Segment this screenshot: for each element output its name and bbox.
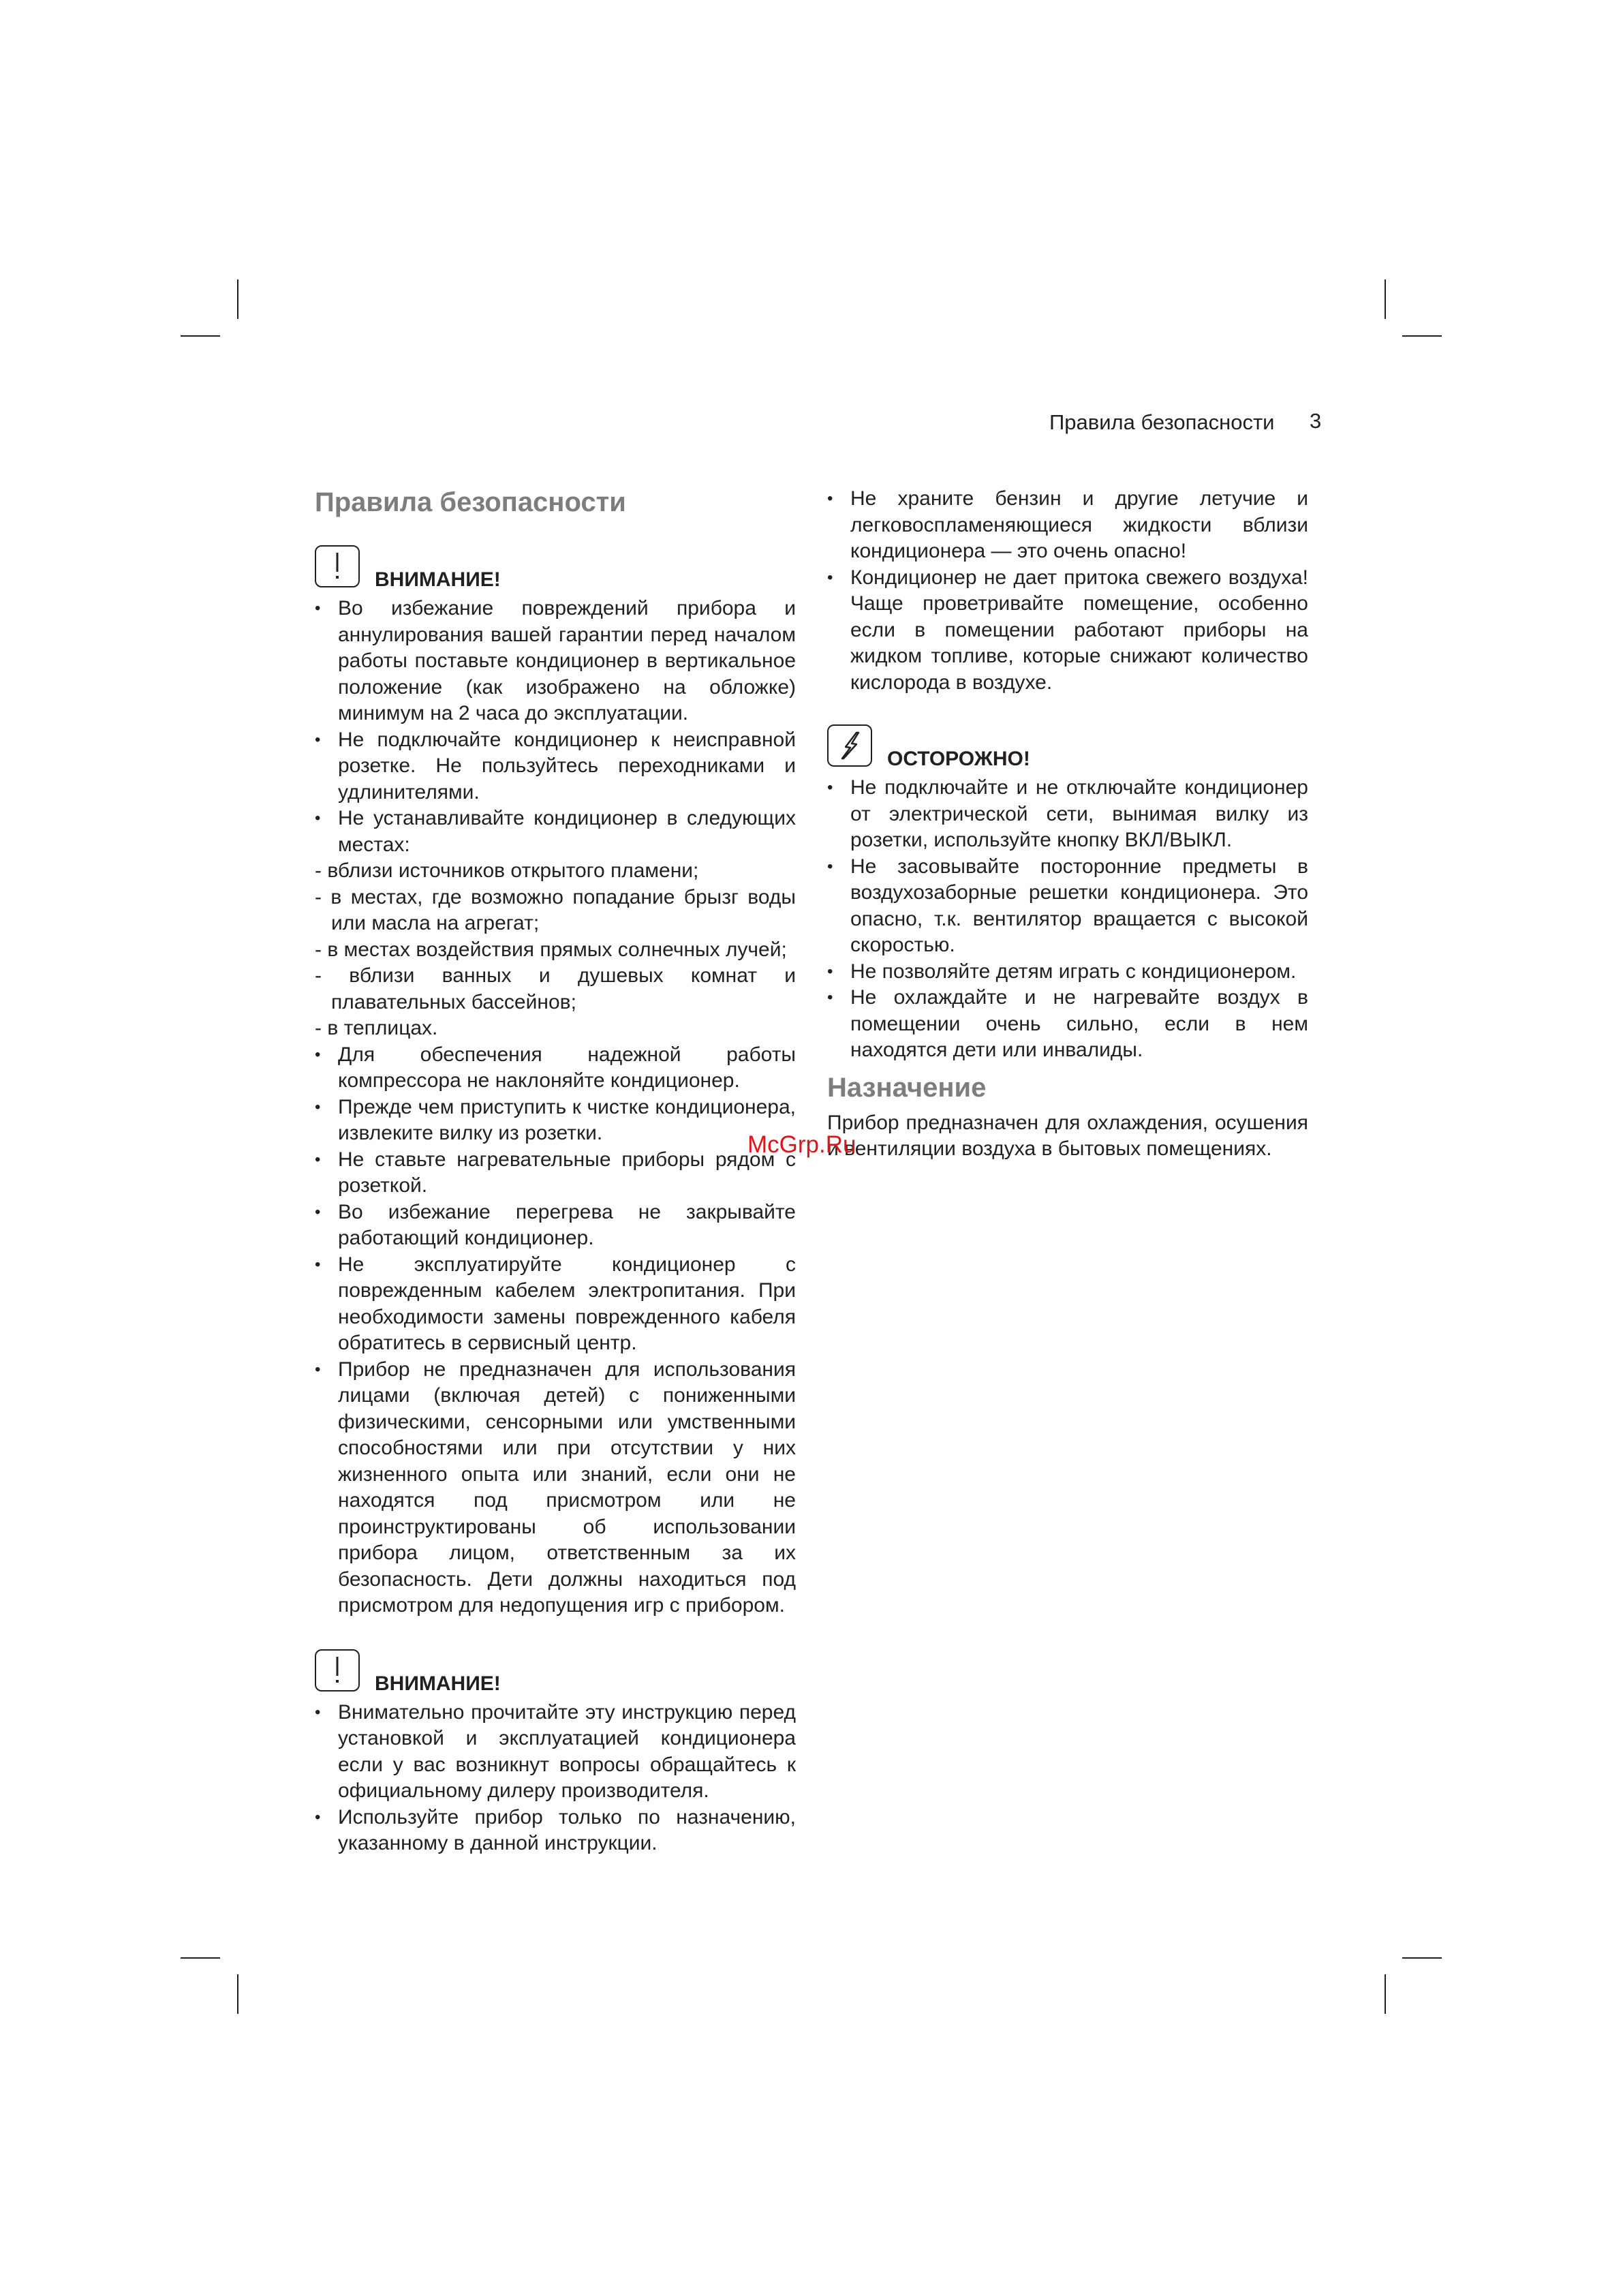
watermark: McGrp.Ru — [747, 1131, 856, 1158]
safety-list — [827, 486, 1308, 696]
warning-notice — [315, 545, 796, 591]
list-item: • Во избежание повреждений прибора и аннулирования вашей гарантии перед началом работы поставьте кондиционер в вертикальное положение (как изображено на обложке) минимум на 2 часа до эксплуатации. — [315, 596, 796, 727]
warning-list — [315, 596, 796, 1619]
section-title-safety: Правила безопасности — [315, 487, 626, 517]
list-item: • Не позволяйте детям играть с кондиционером. — [827, 959, 1308, 985]
list-item: • Не ставьте нагревательные приборы рядом с розеткой. — [315, 1147, 796, 1199]
exclamation-icon — [315, 545, 360, 587]
list-item: • Не эксплуатируйте кондиционер с поврежденным кабелем электропитания. При необходимости замены поврежденного кабеля обратитесь в сервисный центр. — [315, 1252, 796, 1357]
crop-mark — [237, 279, 238, 319]
lightning-icon — [827, 724, 872, 767]
warning-label: ВНИМАНИЕ! — [375, 568, 501, 591]
list-item: • Прежде чем приступить к чистке кондиционера, извлеките вилку из розетки. — [315, 1095, 796, 1147]
caution-list — [827, 775, 1308, 1064]
sub-list-item: - в теплицах. — [315, 1017, 438, 1039]
crop-mark — [1402, 1957, 1442, 1959]
page-number: 3 — [1310, 409, 1322, 433]
list-item: • Используйте прибор только по назначению, указанному в данной инструкции. — [315, 1805, 796, 1857]
list-item: • Кондиционер не дает притока свежего воздуха! Чаще проветривайте помещение, особенно если в помещении работают приборы на жидком топливе, которые снижают количество кислорода в воздухе. — [827, 565, 1308, 697]
sub-list-item: - вблизи источников открытого пламени; — [315, 859, 699, 882]
sub-list-item: - в местах, где возможно попадание брызг воды или масла на агрегат; — [315, 885, 796, 934]
warning-label: ВНИМАНИЕ! — [375, 1672, 501, 1695]
crop-mark — [181, 335, 220, 337]
purpose-text: Прибор предназначен для охлаждения, осушения и вентиляции воздуха в бытовых помещениях. — [827, 1111, 1308, 1160]
section-title-purpose: Назначение — [827, 1072, 987, 1103]
crop-mark — [1385, 1974, 1386, 2014]
crop-mark — [1402, 335, 1442, 337]
crop-mark — [237, 1974, 238, 2014]
sub-list-item: - вблизи ванных и душевых комнат и плавательных бассейнов; — [315, 964, 796, 1013]
list-item: • Не храните бензин и другие летучие и легковоспламеняющиеся жидкости вблизи кондиционера — это очень опасно! — [827, 486, 1308, 565]
list-item — [315, 806, 796, 1042]
list-item: • Не подключайте кондиционер к неисправной розетке. Не пользуйтесь переходниками и удлинителями. — [315, 727, 796, 806]
caution-notice — [827, 724, 1308, 770]
sub-list — [315, 858, 796, 1042]
list-item: • Не охлаждайте и не нагревайте воздух в помещении очень сильно, если в нем находятся дети или инвалиды. — [827, 985, 1308, 1064]
list-item: • Не подключайте и не отключайте кондиционер от электрической сети, вынимая вилку из розетки, используйте кнопку ВКЛ/ВЫКЛ. — [827, 775, 1308, 854]
running-head: Правила безопасности — [1049, 410, 1275, 434]
crop-mark — [181, 1957, 220, 1959]
list-item: • Во избежание перегрева не закрывайте работающий кондиционер. — [315, 1199, 796, 1252]
right-column — [827, 486, 1308, 1163]
warning-notice — [315, 1649, 796, 1695]
sub-list-item: - в местах воздействия прямых солнечных лучей; — [315, 938, 787, 961]
list-item-text: • Не устанавливайте кондиционер в следующих местах: — [338, 807, 796, 856]
list-item: • Не засовывайте посторонние предметы в воздухозаборные решетки кондиционера. Это опасно, т.к. вентилятор вращается с высокой скоростью. — [827, 854, 1308, 959]
caution-label: ОСТОРОЖНО! — [887, 748, 1030, 770]
crop-mark — [1385, 279, 1386, 319]
list-item: • Прибор не предназначен для использования лицами (включая детей) с пониженными физическими, сенсорными или умственными способностями или при отсутствии у них жизненного опыта или знаний, если они не находятся под присмотром или не проинструктированы об использовании прибора лицом, ответственным за их безопасность. Дети должны находиться под присмотром для недопущения игр с прибором. — [315, 1357, 796, 1619]
left-column — [315, 485, 796, 1857]
exclamation-icon — [315, 1649, 360, 1692]
list-item: • Внимательно прочитайте эту инструкцию перед установкой и эксплуатацией кондиционера если у вас возникнут вопросы обращайтесь к официальному дилеру производителя. — [315, 1700, 796, 1805]
warning-list — [315, 1700, 796, 1857]
list-item: • Для обеспечения надежной работы компрессора не наклоняйте кондиционер. — [315, 1042, 796, 1095]
